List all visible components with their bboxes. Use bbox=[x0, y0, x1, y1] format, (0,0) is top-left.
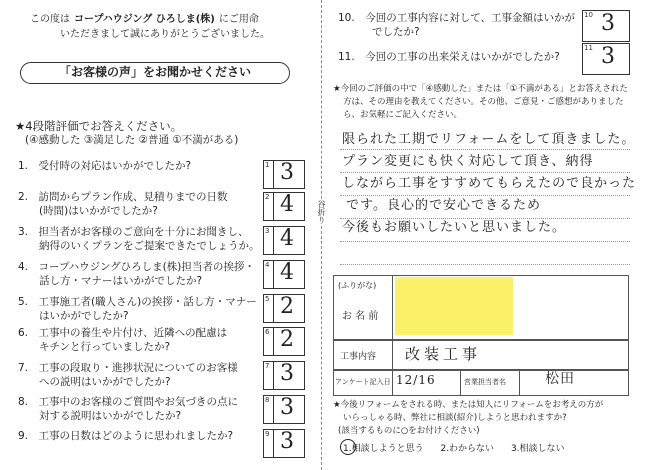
answer-box-number: 10 bbox=[584, 11, 593, 19]
selected-option-circle bbox=[340, 439, 356, 455]
comment-instruction-3: ら、お気軽にご記入ください。 bbox=[343, 110, 463, 120]
rating-title: ★4段階評価でお答えください。 bbox=[15, 119, 183, 133]
referral-option-3[interactable]: 3.相談しない bbox=[510, 444, 565, 454]
staff-label: 営業担当者名 bbox=[464, 378, 506, 386]
referral-options bbox=[343, 441, 565, 454]
question-3-text: 納得のいくプランをご提案できたでしょうか。 bbox=[18, 240, 260, 252]
company-name: コープハウジング ひろしま(株) bbox=[74, 14, 215, 25]
construction-value: 改装工事 bbox=[405, 345, 482, 363]
answer-value: 3 bbox=[601, 11, 615, 36]
answer-box-divider bbox=[273, 396, 274, 423]
question-10-text-2: でしたか? bbox=[372, 26, 420, 38]
name-redacted-highlight bbox=[395, 277, 513, 335]
comment-line: 今後もお願いしたいと思いました。 bbox=[342, 220, 567, 235]
comment-instruction-1: ★今回のご評価の中で「④感動した」または「①不満がある」とお答えされた bbox=[333, 84, 628, 94]
comment-line: しながら工事をすすめてもらえたので良かった bbox=[342, 176, 637, 191]
question-8-text: 8. 工事中のお客様のご質問やお気づきの点に bbox=[18, 396, 239, 408]
answer-value: 4 bbox=[280, 192, 294, 217]
answer-box-divider bbox=[273, 261, 274, 288]
greeting-line-2: いただきまして誠にありがとうございました。 bbox=[60, 29, 270, 40]
question-4-text: 話し方・マナーはいかがでしたか? bbox=[18, 275, 203, 287]
question-9-text: 9. 工事の日数はどのように思われましたか? bbox=[18, 430, 234, 442]
rating-scale: (④感動した ③満足した ②普通 ①不満がある) bbox=[25, 134, 239, 146]
answer-value: 2 bbox=[280, 327, 294, 352]
furigana-label: (ふりがな) bbox=[338, 281, 377, 290]
name-label: お 名 前 bbox=[342, 311, 379, 322]
answer-box-1[interactable] bbox=[263, 160, 305, 189]
answer-box-4[interactable] bbox=[263, 260, 305, 289]
answer-box-divider bbox=[273, 430, 274, 457]
question-5-text: はいかがでしたか? bbox=[18, 310, 129, 322]
date-label: アンケート記入日 bbox=[335, 378, 391, 386]
referral-line-3: (該当するものに○をお付けください) bbox=[338, 426, 480, 436]
answer-box-2[interactable] bbox=[263, 192, 305, 221]
date-value[interactable]: 12/16 bbox=[396, 373, 436, 387]
comment-instruction-2: 方は、その理由を教えてください。その他、ご意見・ご感想がありました bbox=[343, 97, 624, 107]
greeting-prefix: この度は bbox=[30, 14, 70, 25]
question-3-text: 3. 担当者がお客様のご意向を十分にお聞きし、 bbox=[18, 226, 249, 238]
question-7-text: 7. 工事の段取り・進捗状況についてのお客様 bbox=[18, 362, 238, 374]
answer-value: 3 bbox=[280, 160, 294, 185]
answer-box-divider bbox=[273, 328, 274, 355]
answer-box-number: 5 bbox=[265, 295, 270, 303]
answer-box-6[interactable] bbox=[263, 327, 305, 356]
answer-box-3[interactable] bbox=[263, 226, 305, 255]
comment-line: 限られた工期でリフォームをして頂きました。 bbox=[342, 132, 636, 147]
answer-box-number: 8 bbox=[265, 396, 270, 404]
fold-mark: 谷折り bbox=[313, 200, 327, 224]
referral-option-1[interactable]: 1.相談しようと思う bbox=[343, 444, 424, 454]
referral-line-2: いらっしゃる時、弊社に相談(紹介)しようと思われますか? bbox=[343, 413, 567, 423]
answer-box-number: 11 bbox=[584, 44, 593, 52]
answer-box-10[interactable] bbox=[582, 10, 630, 42]
answer-box-number: 9 bbox=[265, 430, 270, 438]
answer-value: 3 bbox=[280, 361, 294, 386]
comment-line: です。良心的で安心できるため bbox=[346, 198, 541, 213]
answer-box-8[interactable] bbox=[263, 395, 305, 424]
answer-value: 4 bbox=[280, 260, 294, 285]
question-2-text: 2. 訪問からプラン作成、見積りまでの日数 bbox=[18, 191, 228, 203]
answer-box-divider bbox=[273, 161, 274, 188]
question-6-text: キチンと行っていましたか? bbox=[18, 341, 171, 353]
question-1-text: 1. 受付時の対応はいかがでしたか? bbox=[18, 160, 192, 172]
fold-line bbox=[321, 0, 322, 470]
answer-box-number: 7 bbox=[265, 362, 270, 370]
answer-value: 2 bbox=[280, 294, 294, 319]
question-4-text: 4. コープハウジングひろしま(株)担当者の挨拶・ bbox=[18, 261, 255, 273]
answer-value: 3 bbox=[280, 429, 294, 454]
construction-label: 工事内容 bbox=[340, 352, 377, 362]
answer-box-number: 2 bbox=[265, 193, 270, 201]
answer-box-5[interactable] bbox=[263, 294, 305, 323]
answer-box-number: 1 bbox=[265, 161, 270, 169]
answer-box-number: 4 bbox=[265, 261, 270, 269]
question-11-text: 11. 今回の工事の出来栄えはいかがでしたか? bbox=[338, 51, 560, 63]
comment-handwriting[interactable] bbox=[342, 129, 637, 239]
answer-box-number: 3 bbox=[265, 227, 270, 235]
answer-box-divider bbox=[273, 193, 274, 220]
answer-box-divider bbox=[273, 227, 274, 254]
comment-line: プラン変更にも快く対応して頂き、納得 bbox=[342, 154, 594, 169]
banner: 「お客様の声」をお聞かせください bbox=[20, 62, 290, 84]
answer-value: 3 bbox=[601, 44, 615, 69]
answer-value: 3 bbox=[280, 395, 294, 420]
question-5-text: 5. 工事施工者(職人さん)の挨拶・話し方・マナー bbox=[18, 296, 257, 308]
staff-value[interactable]: 松田 bbox=[545, 371, 575, 387]
referral-option-2[interactable]: 2.わからない bbox=[440, 444, 495, 454]
answer-box-divider bbox=[273, 362, 274, 389]
question-10-text: 10. 今回の工事内容に対して、工事金額はいかが bbox=[338, 12, 575, 24]
question-6-text: 6. 工事中の養生や片付け、近隣への配慮は bbox=[18, 327, 228, 339]
greeting-line-1 bbox=[30, 13, 259, 26]
greeting-suffix: にご用命 bbox=[218, 14, 259, 25]
question-2-text: (時間)はいかがでしたか? bbox=[18, 205, 158, 217]
answer-box-9[interactable] bbox=[263, 429, 305, 458]
answer-box-number: 6 bbox=[265, 328, 270, 336]
answer-value: 4 bbox=[280, 226, 294, 251]
question-7-text: への説明はいかがでしたか? bbox=[18, 376, 171, 388]
answer-box-7[interactable] bbox=[263, 361, 305, 390]
answer-box-11[interactable] bbox=[582, 43, 630, 75]
referral-line-1: ★今後リフォームをされる時、または知人にリフォームをお考えの方が bbox=[333, 400, 604, 410]
answer-box-divider bbox=[273, 295, 274, 322]
question-8-text: 対する説明はいかがでしたか? bbox=[18, 410, 182, 422]
